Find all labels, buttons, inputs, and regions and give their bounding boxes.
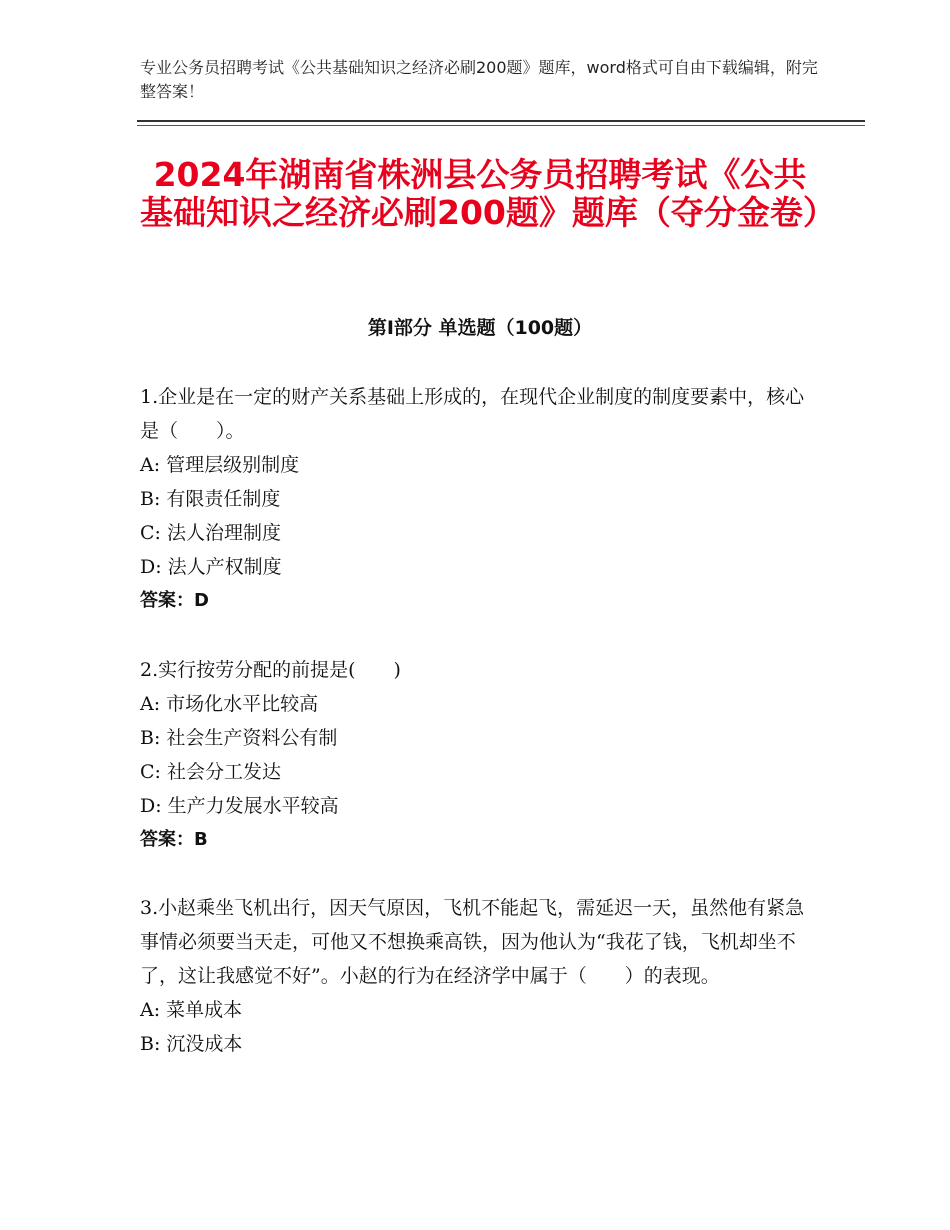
option-b: B: 沉没成本 [140, 1033, 243, 1055]
header-note: 专业公务员招聘考试《公共基础知识之经济必刷200题》题库，word格式可自由下载编辑，附完整答案！ [140, 58, 818, 101]
option-b: B: 有限责任制度 [140, 488, 281, 510]
answer-line: 答案：D [140, 590, 209, 611]
option-b: B: 社会生产资料公有制 [140, 727, 338, 749]
answer-line: 答案：B [140, 829, 208, 850]
question-1 [140, 380, 820, 618]
question-stem: 2.实行按劳分配的前提是( ) [140, 659, 401, 681]
header-rule-thick [137, 120, 865, 122]
option-a: A: 菜单成本 [140, 999, 243, 1021]
question-stem: 1.企业是在一定的财产关系基础上形成的，在现代企业制度的制度要素中，核心是（ ）。 [140, 386, 805, 442]
section-heading: 第Ⅰ部分 单选题（100题） [367, 317, 593, 339]
option-a: A: 市场化水平比较高 [140, 693, 319, 715]
option-d: D: 法人产权制度 [140, 556, 282, 578]
question-2 [140, 653, 820, 857]
option-c: C: 法人治理制度 [140, 522, 281, 544]
question-3 [140, 891, 820, 1061]
document-title: 2024年湖南省株洲县公务员招聘考试《公共基础知识之经济必刷200题》题库（夺分金卷） [140, 155, 836, 232]
option-c: C: 社会分工发达 [140, 761, 281, 783]
question-stem: 3.小赵乘坐飞机出行，因天气原因，飞机不能起飞，需延迟一天，虽然他有紧急事情必须要当天走，可他又不想换乘高铁，因为他认为“我花了钱，飞机却坐不了，这让我感觉不好”。小赵的行为在经济学中属于（ ）的表现。 [140, 897, 805, 987]
header-rule-thin [137, 125, 865, 126]
option-d: D: 生产力发展水平较高 [140, 795, 339, 817]
option-a: A: 管理层级别制度 [140, 454, 300, 476]
